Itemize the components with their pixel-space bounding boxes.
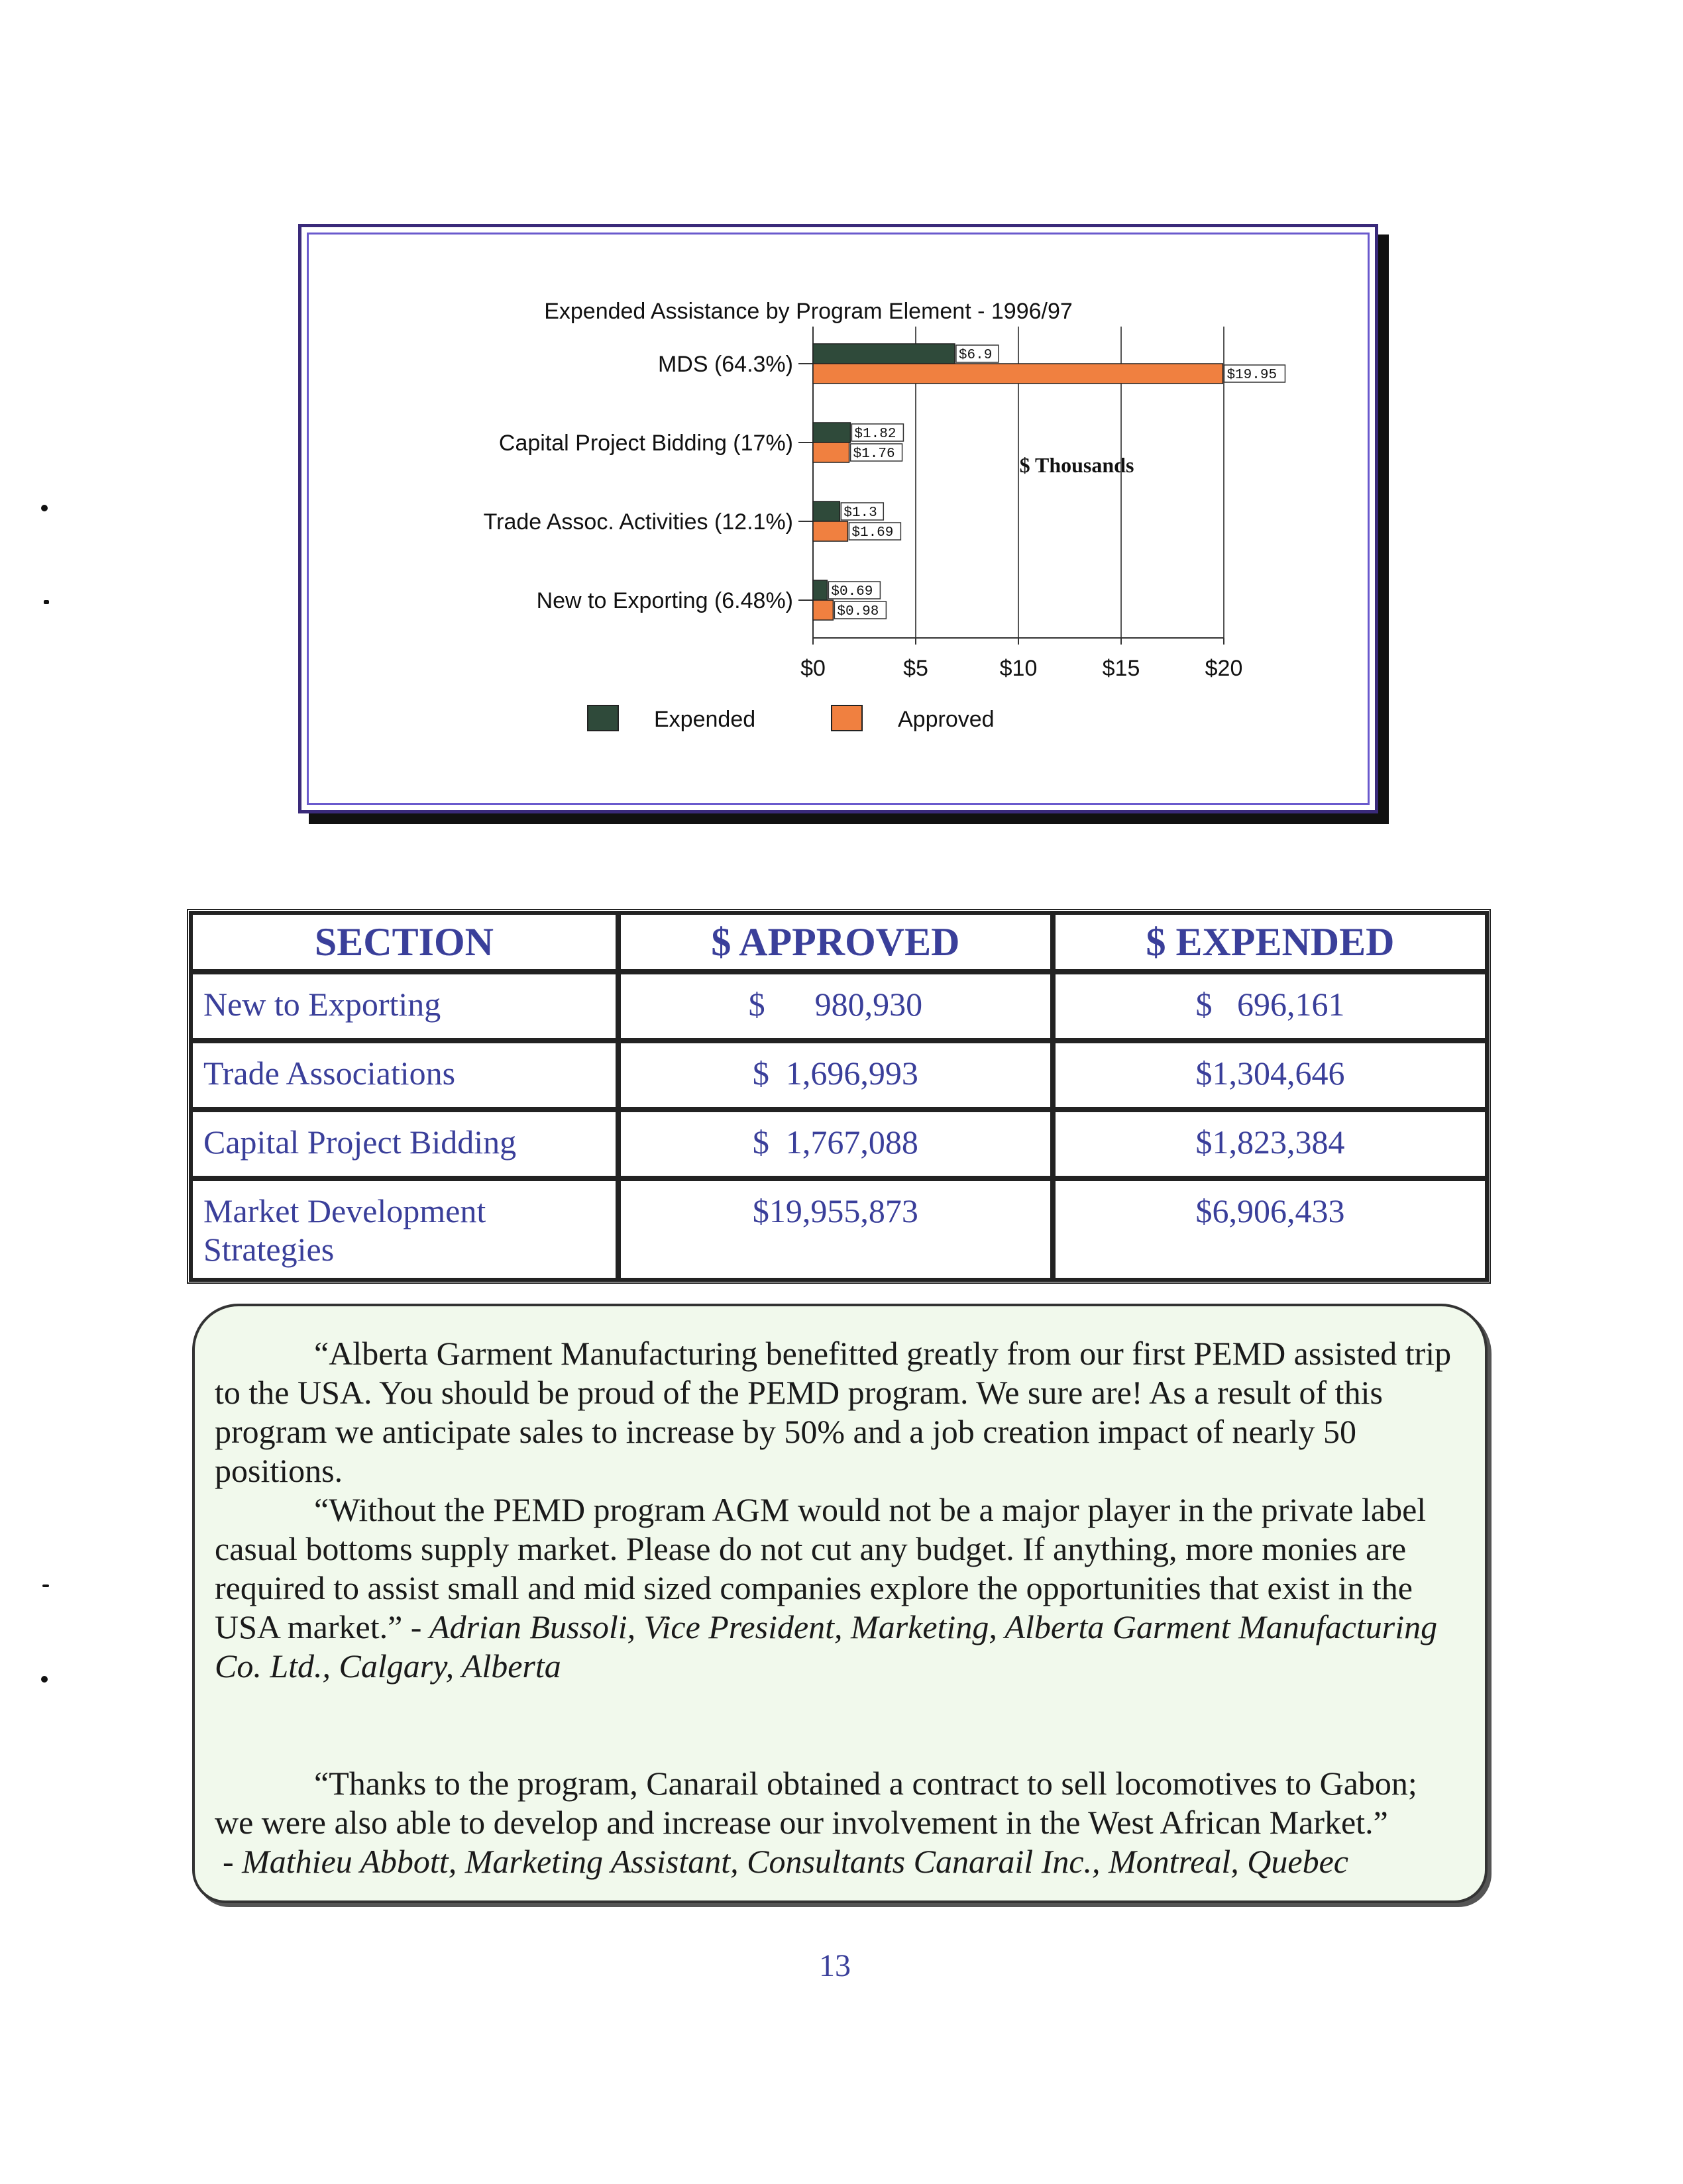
- quote-text: “Thanks to the program, Canarail obtained a contract to sell locomotives to Gabon; we were also able to develop and increase our involvement in the West African Market.”: [215, 1765, 1417, 1841]
- page-number: 13: [819, 1948, 851, 1983]
- header-expended: $ EXPENDED: [1053, 912, 1488, 972]
- legend-swatch-expended: [588, 705, 618, 731]
- table-row: [190, 1110, 1488, 1178]
- legend-label: Expended: [654, 707, 756, 732]
- x-tick-label: $20: [1205, 656, 1243, 681]
- data-label: $1.69: [851, 525, 894, 541]
- data-label: $6.9: [958, 348, 993, 363]
- scan-mark: [44, 600, 49, 604]
- x-tick-label: $15: [1102, 656, 1140, 681]
- header-approved: $ APPROVED: [618, 912, 1053, 972]
- quote-attribution: - Mathieu Abbott, Marketing Assistant, Consultants Canarail Inc., Montreal, Quebec: [223, 1843, 1348, 1880]
- table-row: [190, 1041, 1488, 1110]
- x-tick-label: $5: [903, 656, 928, 681]
- legend-swatch-approved: [832, 705, 862, 731]
- legend-label: Approved: [898, 707, 995, 732]
- cell-approved: $ 980,930: [618, 972, 1053, 1041]
- category-label: Capital Project Bidding (17%): [498, 431, 793, 456]
- cell-expended: $1,304,646: [1053, 1041, 1488, 1110]
- testimonial-paragraph: [215, 1764, 1462, 1842]
- bar-expended: [813, 344, 955, 364]
- cell-section: Trade Associations: [190, 1041, 618, 1110]
- scan-mark: [42, 1585, 49, 1587]
- x-tick-label: $0: [800, 656, 826, 681]
- x-tick-label: $10: [999, 656, 1038, 681]
- data-label: $1.3: [843, 505, 877, 521]
- testimonial-paragraph: [215, 1334, 1462, 1490]
- cell-expended: $ 696,161: [1053, 972, 1488, 1041]
- cell-approved: $ 1,767,088: [618, 1110, 1053, 1178]
- chart-axis-unit-label: $ Thousands: [1019, 453, 1134, 477]
- quote-text: “Alberta Garment Manufacturing benefitted greatly from our first PEMD assisted trip to the USA. You should be proud of the PEMD program. We sure are! As a result of this program we anticipate sales to increase by 50% and a job creation impact of nearly 50 positions.: [215, 1335, 1452, 1489]
- quote-text: “Without the PEMD program AGM would not be a major player in the private label casual bottoms supply market. Please do not cut any budget. If anything, more monies are required to assist small and mid sized companies explore the opportunities that exist in the USA market.”: [215, 1491, 1427, 1645]
- bar-approved: [813, 442, 849, 462]
- testimonial-box: [192, 1304, 1488, 1903]
- quote-attribution: - Adrian Bussoli, Vice President, Marketing, Alberta Garment Manufacturing Co. Ltd., Calgary, Alberta: [215, 1608, 1438, 1685]
- bar-chart: [301, 227, 1382, 817]
- cell-expended: $6,906,433: [1053, 1178, 1488, 1280]
- data-label: $1.82: [854, 427, 896, 442]
- scan-mark: [41, 1676, 48, 1683]
- table-row: [190, 1178, 1488, 1280]
- cell-section: Market Development Strategies: [190, 1178, 618, 1280]
- bar-expended: [813, 580, 827, 600]
- bar-approved: [813, 521, 847, 541]
- category-label: New to Exporting (6.48%): [536, 588, 793, 613]
- testimonial-paragraph: [215, 1490, 1462, 1686]
- category-label: MDS (64.3%): [657, 352, 793, 377]
- cell-section: Capital Project Bidding: [190, 1110, 618, 1178]
- data-label: $19.95: [1226, 368, 1277, 383]
- chart-panel: [298, 224, 1378, 813]
- assistance-table: [187, 909, 1491, 1284]
- data-label: $0.69: [831, 584, 873, 599]
- chart-title: Expended Assistance by Program Element - 1996/97: [544, 299, 1073, 324]
- data-label: $1.76: [853, 446, 895, 462]
- bar-expended: [813, 423, 850, 442]
- category-label: Trade Assoc. Activities (12.1%): [483, 509, 793, 535]
- bar-expended: [813, 501, 840, 521]
- table-header-row: [190, 912, 1488, 972]
- cell-approved: $19,955,873: [618, 1178, 1053, 1280]
- cell-section: New to Exporting: [190, 972, 618, 1041]
- scan-mark: [41, 505, 48, 511]
- table-row: [190, 972, 1488, 1041]
- cell-approved: $ 1,696,993: [618, 1041, 1053, 1110]
- bar-approved: [813, 364, 1222, 384]
- header-section: SECTION: [190, 912, 618, 972]
- bar-approved: [813, 600, 833, 620]
- cell-expended: $1,823,384: [1053, 1110, 1488, 1178]
- data-label: $0.98: [837, 604, 879, 619]
